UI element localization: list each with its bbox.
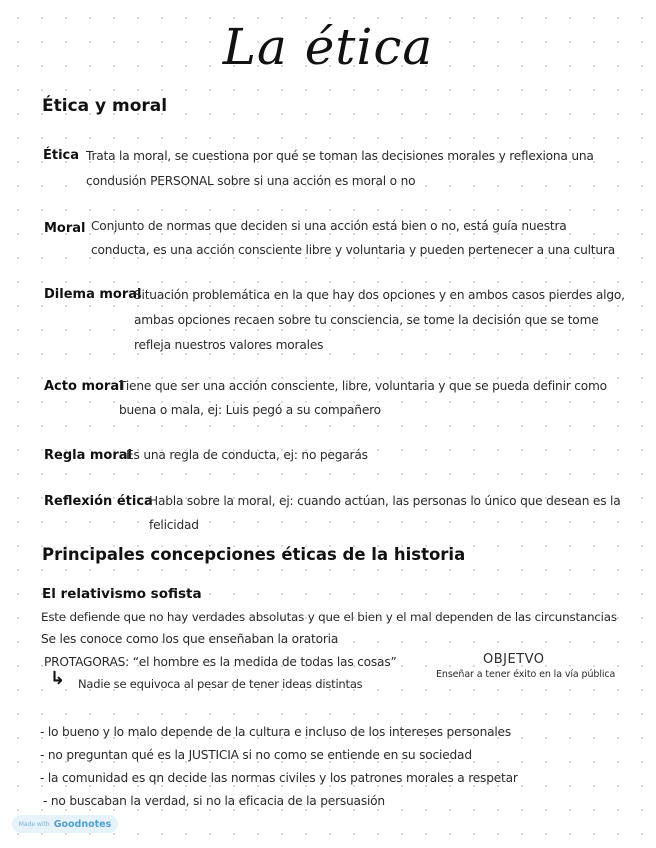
quote-note: Nadie se equivoca al pesar de tener ideas distintas	[78, 677, 363, 691]
bullet-1: - lo bueno y lo malo depende de la cultura e incluso de los intereses personales	[40, 725, 511, 739]
term-regla-moral: Regla moral	[44, 448, 133, 463]
definition-dilema-line2: ambas opciones recaen sobre tu consciencia, se tome la decisión que se tome	[134, 313, 599, 327]
term-dilema-moral: Dilema moral	[44, 287, 142, 302]
goodnotes-logo: Goodnotes	[53, 818, 112, 830]
section-heading-concepciones: Principales concepciones éticas de la historia	[42, 545, 466, 564]
definition-regla-line1: Es una regla de conducta, ej: no pegarás	[126, 448, 368, 462]
definition-dilema-line1: Situación problemática en la que hay dos opciones y en ambos casos pierdes algo,	[134, 288, 625, 302]
arrow-icon: ↳	[50, 668, 66, 689]
objective-text: Enseñar a tener éxito en la vía pública	[436, 669, 616, 680]
definition-etica-line1: Trata la moral, se cuestiona por qué se toman las decisiones morales y reflexiona una	[86, 149, 594, 163]
term-acto-moral: Acto moral	[44, 379, 124, 394]
definition-reflexion-line1: Habla sobre la moral, ej: cuando actúan, las personas lo único que desean es la	[149, 494, 621, 508]
protagoras-quote: PROTAGORAS: “el hombre es la medida de todas las cosas”	[44, 655, 397, 669]
goodnotes-badge	[12, 815, 118, 833]
sofista-text-line1: Este defiende que no hay verdades absolutas y que el bien y el mal dependen de las circunstancias	[41, 610, 617, 624]
definition-acto-line2: buena o mala, ej: Luis pegó a su compañero	[119, 403, 381, 417]
section-heading-etica-moral: Ética y moral	[42, 96, 168, 116]
subheading-relativismo-sofista: El relativismo sofista	[42, 586, 202, 602]
sofista-text-line2: Se les conoce como los que enseñaban la oratoria	[41, 632, 339, 646]
definition-dilema-line3: refleja nuestros valores morales	[134, 338, 324, 352]
objective-title: OBJETVO	[483, 652, 545, 667]
definition-etica-line2: condusión PERSONAL sobre si una acción es moral o no	[86, 174, 416, 188]
page-title: La ética	[222, 18, 434, 76]
definition-reflexion-line2: felicidad	[149, 518, 199, 532]
made-with-label: Made with	[18, 820, 50, 828]
definition-acto-line1: Tiene que ser una acción consciente, libre, voluntaria y que se pueda definir como	[119, 379, 607, 393]
bullet-4: - no buscaban la verdad, si no la eficacia de la persuasión	[43, 794, 385, 808]
definition-moral-line1: Conjunto de normas que deciden si una acción está bien o no, está guía nuestra	[91, 219, 567, 233]
term-etica: Ética	[43, 148, 80, 163]
term-reflexion-etica: Reflexión ética	[44, 494, 153, 509]
bullet-3: - la comunidad es qn decide las normas civiles y los patrones morales a respetar	[40, 771, 518, 785]
definition-moral-line2: conducta, es una acción consciente libre y voluntaria y pueden pertenecer a una cultura	[91, 243, 615, 257]
bullet-2: - no preguntan qué es la JUSTICIA si no como se entiende en su sociedad	[40, 748, 472, 762]
term-moral: Moral	[44, 221, 86, 236]
